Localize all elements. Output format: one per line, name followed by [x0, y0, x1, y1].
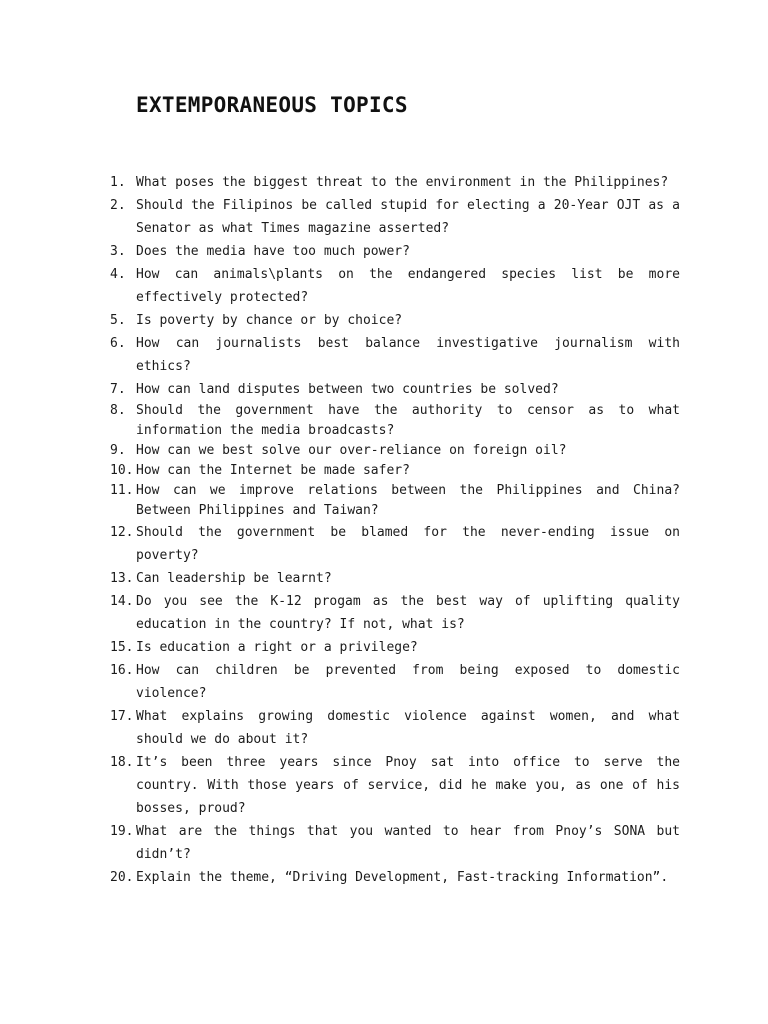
topic-item-16	[110, 659, 680, 705]
topic-item-5	[110, 309, 680, 332]
topic-number: 10.	[110, 463, 134, 478]
topic-number: 19.	[110, 824, 134, 839]
topic-item-12	[110, 521, 680, 567]
topic-number: 20.	[110, 870, 134, 885]
topic-number: 13.	[110, 571, 134, 586]
topic-item-14	[110, 590, 680, 636]
topic-text: Should the government have the authority to censor as to what information the media broadcasts?	[136, 403, 680, 438]
topic-item-9	[110, 441, 680, 461]
topic-number: 7.	[110, 382, 126, 397]
topic-text: How can we improve relations between the Philippines and China? Between Philippines and Taiwan?	[136, 483, 680, 518]
topic-text: Is poverty by chance or by choice?	[136, 313, 403, 328]
topic-item-13	[110, 567, 680, 590]
topic-number: 1.	[110, 175, 126, 190]
topic-item-6	[110, 332, 680, 378]
topic-number: 2.	[110, 198, 126, 213]
topic-number: 17.	[110, 709, 134, 724]
topic-text: Can leadership be learnt?	[136, 571, 332, 586]
topic-number: 12.	[110, 525, 134, 540]
topic-number: 8.	[110, 403, 126, 418]
topic-text: It’s been three years since Pnoy sat into office to serve the country. With those years of service, did he make you, as one of his bosses, proud?	[136, 755, 680, 816]
topic-number: 9.	[110, 443, 126, 458]
topic-text: How can journalists best balance investigative journalism with ethics?	[136, 336, 680, 374]
topic-text: Should the government be blamed for the never-ending issue on poverty?	[136, 525, 680, 563]
topic-text: How can children be prevented from being exposed to domestic violence?	[136, 663, 680, 701]
topic-number: 4.	[110, 267, 126, 282]
topic-number: 5.	[110, 313, 126, 328]
topic-item-11	[110, 481, 680, 521]
topic-number: 16.	[110, 663, 134, 678]
topic-item-17	[110, 705, 680, 751]
topic-item-1	[110, 171, 680, 194]
topic-text: Do you see the K-12 progam as the best way of uplifting quality education in the country? If not, what is?	[136, 594, 680, 632]
topic-text: How can animals\plants on the endangered species list be more effectively protected?	[136, 267, 680, 305]
topic-list	[110, 171, 680, 889]
topic-text: Explain the theme, “Driving Development, Fast-tracking Information”.	[136, 870, 669, 885]
topic-item-18	[110, 751, 680, 820]
topic-text: What are the things that you wanted to hear from Pnoy’s SONA but didn’t?	[136, 824, 680, 862]
topic-text: How can the Internet be made safer?	[136, 463, 410, 478]
topic-item-3	[110, 240, 680, 263]
topic-item-8	[110, 401, 680, 441]
topic-text: Does the media have too much power?	[136, 244, 410, 259]
topic-text: What explains growing domestic violence against women, and what should we do about it?	[136, 709, 680, 747]
topic-text: How can we best solve our over-reliance on foreign oil?	[136, 443, 567, 458]
topic-number: 15.	[110, 640, 134, 655]
topic-number: 11.	[110, 483, 134, 498]
topic-text: Should the Filipinos be called stupid for electing a 20-Year OJT as a Senator as what Times magazine asserted?	[136, 198, 680, 236]
topic-number: 6.	[110, 336, 126, 351]
topic-number: 18.	[110, 755, 134, 770]
topic-item-2	[110, 194, 680, 240]
topic-text: What poses the biggest threat to the environment in the Philippines?	[136, 175, 669, 190]
topic-item-20	[110, 866, 680, 889]
topic-number: 3.	[110, 244, 126, 259]
topic-item-4	[110, 263, 680, 309]
topic-number: 14.	[110, 594, 134, 609]
topic-text: Is education a right or a privilege?	[136, 640, 418, 655]
topic-item-7	[110, 378, 680, 401]
topic-item-19	[110, 820, 680, 866]
topic-item-10	[110, 461, 680, 481]
page-title: EXTEMPORANEOUS TOPICS	[136, 93, 408, 117]
topic-text: How can land disputes between two countries be solved?	[136, 382, 559, 397]
topic-item-15	[110, 636, 680, 659]
